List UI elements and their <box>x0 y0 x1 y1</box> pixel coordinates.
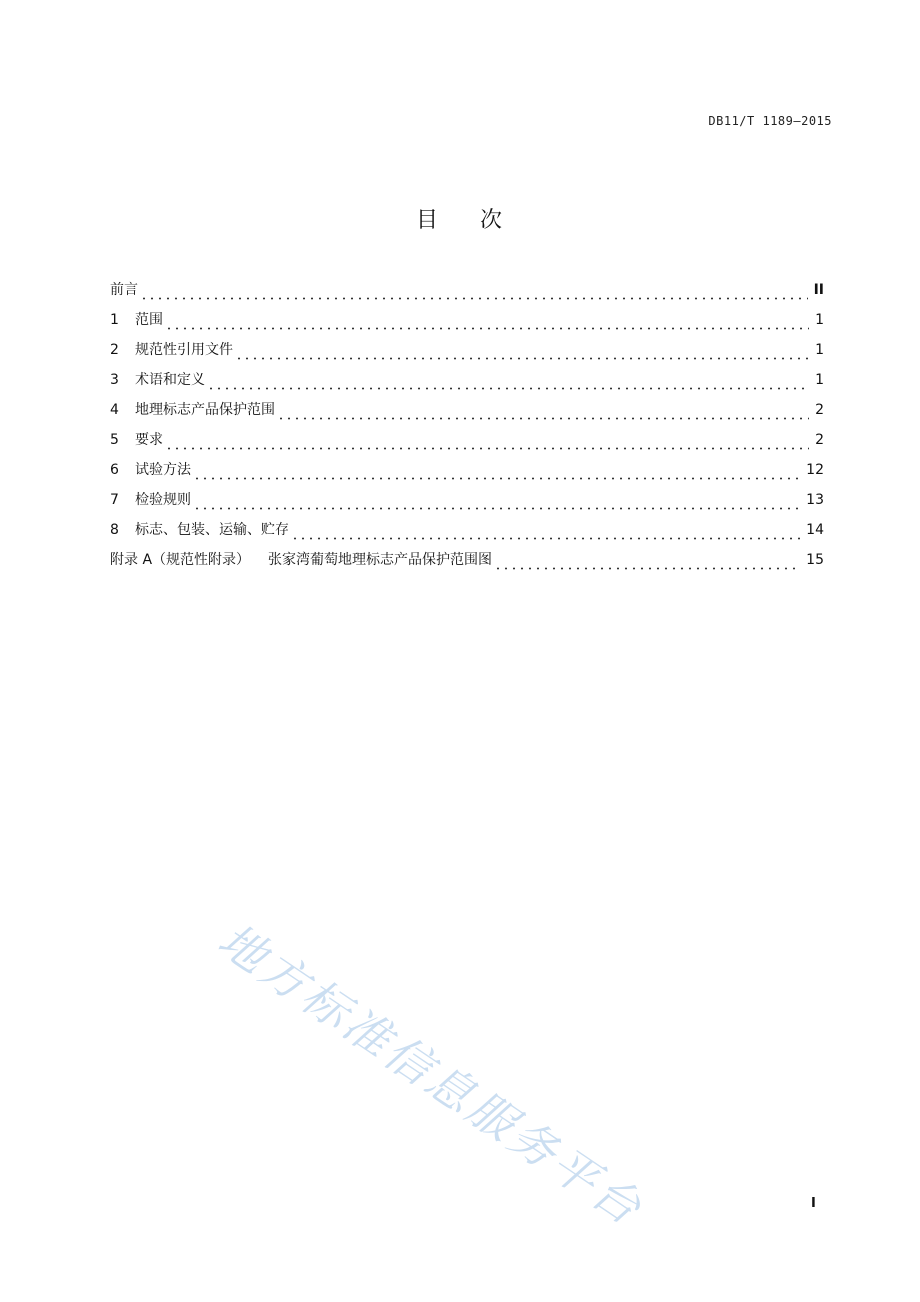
toc-number: 4 <box>110 402 119 418</box>
toc-label: 检验规则 <box>135 492 191 508</box>
toc-leader-dots <box>165 447 809 450</box>
toc-title-part1: 目 <box>415 208 440 233</box>
toc-page-number: 13 <box>806 492 824 508</box>
toc-appendix-label: 附录 A（规范性附录） <box>110 552 251 568</box>
toc-item-terms-definitions[interactable] <box>110 369 824 399</box>
toc-number: 7 <box>110 492 119 508</box>
toc-page-number: II <box>813 282 824 298</box>
toc-item-appendix-a[interactable] <box>110 549 824 579</box>
toc-item-test-methods[interactable] <box>110 459 824 489</box>
toc-leader-dots <box>140 297 808 300</box>
toc-page-number: 1 <box>815 372 824 388</box>
toc-page-number: 2 <box>815 402 824 418</box>
page-number: I <box>811 1196 816 1211</box>
toc-page-number: 1 <box>815 312 824 328</box>
toc-leader-dots <box>193 477 800 480</box>
toc-leader-dots <box>207 387 809 390</box>
toc-label: 范围 <box>135 312 163 328</box>
toc-page-number: 2 <box>815 432 824 448</box>
toc-number: 8 <box>110 522 119 538</box>
toc-item-scope[interactable] <box>110 309 824 339</box>
toc-title <box>0 203 920 234</box>
toc-label: 前言 <box>110 282 138 298</box>
toc-page-number: 1 <box>815 342 824 358</box>
toc-label: 规范性引用文件 <box>135 342 233 358</box>
toc-number: 5 <box>110 432 119 448</box>
toc-number: 2 <box>110 342 119 358</box>
toc-leader-dots <box>291 537 800 540</box>
toc-page-number: 14 <box>806 522 824 538</box>
toc-page-number: 15 <box>806 552 824 568</box>
toc-page-number: 12 <box>806 462 824 478</box>
toc-item-inspection-rules[interactable] <box>110 489 824 519</box>
toc-item-requirements[interactable] <box>110 429 824 459</box>
toc-leader-dots <box>277 417 809 420</box>
toc-label: 标志、包装、运输、贮存 <box>135 522 289 538</box>
toc-item-foreword[interactable] <box>110 279 824 309</box>
toc-title-part2: 次 <box>480 208 505 233</box>
toc-label: 地理标志产品保护范围 <box>135 402 275 418</box>
toc-list <box>110 279 824 579</box>
toc-label <box>110 549 492 571</box>
toc-number: 3 <box>110 372 119 388</box>
toc-number: 1 <box>110 312 119 328</box>
toc-label: 试验方法 <box>135 462 191 478</box>
toc-leader-dots <box>193 507 800 510</box>
toc-appendix-title: 张家湾葡萄地理标志产品保护范围图 <box>268 552 493 568</box>
watermark: 地方标准信息服务平台 <box>208 912 654 1237</box>
document-code: DB11/T 1189—2015 <box>708 114 832 128</box>
toc-item-marking-packaging[interactable] <box>110 519 824 549</box>
toc-leader-dots <box>235 357 809 360</box>
toc-leader-dots <box>494 567 800 570</box>
toc-number: 6 <box>110 462 119 478</box>
toc-leader-dots <box>165 327 809 330</box>
toc-label: 要求 <box>135 432 163 448</box>
toc-label: 术语和定义 <box>135 372 205 388</box>
toc-item-normative-references[interactable] <box>110 339 824 369</box>
toc-item-protection-range[interactable] <box>110 399 824 429</box>
